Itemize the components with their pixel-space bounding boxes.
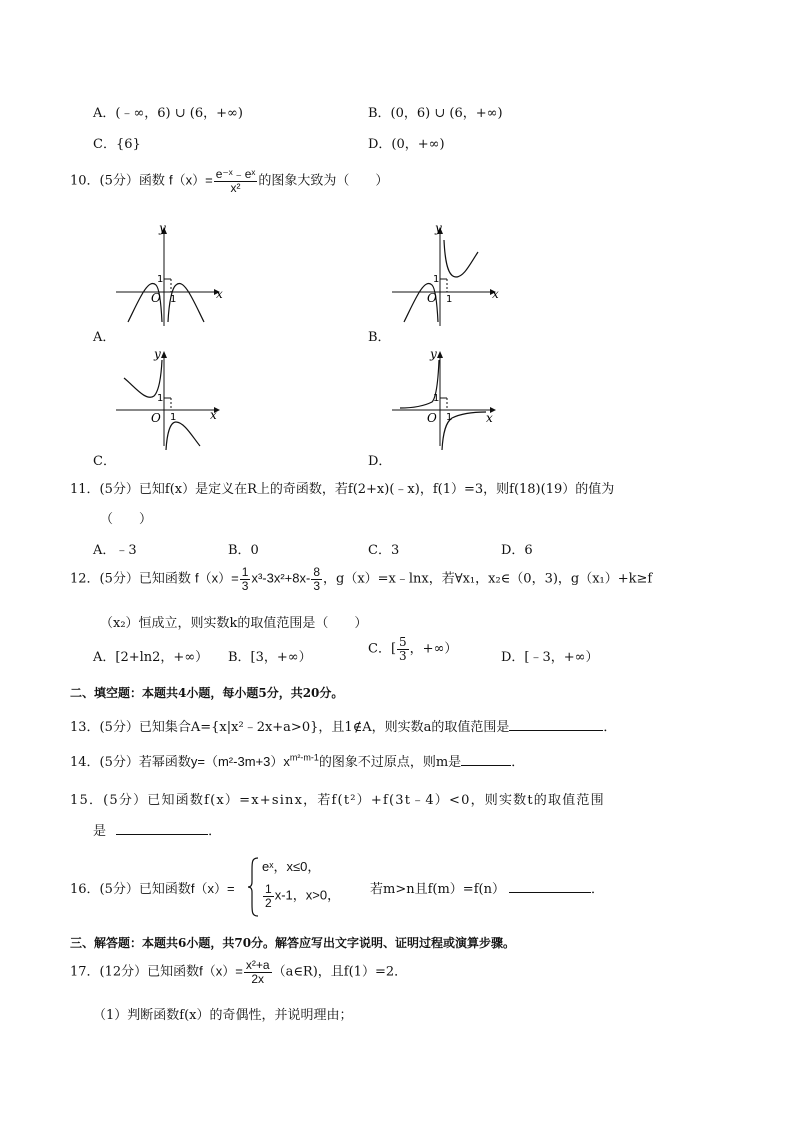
q11-line1: 11．(5分）已知f(x）是定义在R上的奇函数，若f(2+x)(﹣x)，f(1）=3，则f(18)(19）的值为 xyxy=(70,482,615,497)
q12-rest: ，g（x）=x﹣lnx，若∀x₁，x₂∈（0，3)，g（x₁）+k≥f xyxy=(323,571,653,587)
graph-a-y-label: y xyxy=(159,222,166,235)
q16-case2-den: 2 xyxy=(265,895,272,910)
q15-end: ． xyxy=(208,824,222,839)
q13-end: ． xyxy=(603,720,617,735)
q16-answer-blank[interactable] xyxy=(509,880,591,893)
graph-b-y-label: y xyxy=(435,222,442,235)
q14-end: ． xyxy=(511,755,525,770)
graph-a-tick-x: 1 xyxy=(170,294,177,305)
q16-case-2 xyxy=(262,883,340,909)
graph-c-origin: O xyxy=(151,411,161,425)
graph-a-tick-y: 1 xyxy=(157,274,164,285)
graph-b-tick-y: 1 xyxy=(433,274,440,285)
graph-b-origin: O xyxy=(427,291,437,305)
q17-part-1: （1）判断函数f(x）的奇偶性，并说明理由； xyxy=(93,1008,353,1023)
q12-frac2-num: 8 xyxy=(313,565,320,579)
graph-c-tick-x: 1 xyxy=(170,412,177,423)
q10-fraction xyxy=(214,168,258,194)
q11-option-d: D．6 xyxy=(501,543,533,558)
q16-prefix xyxy=(70,878,235,897)
q12-option-c-post: ，+∞） xyxy=(409,641,458,657)
q17-fraction xyxy=(244,959,272,985)
q15-answer-blank[interactable] xyxy=(116,822,208,835)
graph-c-label: C． xyxy=(93,454,116,469)
q17-post: （a∈R)，且f(1）=2． xyxy=(272,964,408,980)
q16-fx: f（x）= xyxy=(190,881,235,896)
q10-denominator: x² xyxy=(230,180,241,195)
q9-option-b: B．(0，6) ∪ (6，+∞) xyxy=(368,106,503,121)
graph-a-x-label: x xyxy=(216,287,223,301)
q12-poly: x³-3x²+8x- xyxy=(251,570,311,586)
q11-option-c: C．3 xyxy=(368,543,400,558)
q10-prefix: 10．(5分）函数 xyxy=(70,173,165,189)
graph-d-x-label: x xyxy=(486,411,493,425)
q13-answer-blank[interactable] xyxy=(509,718,603,731)
q14-post: 的图象不过原点，则m是 xyxy=(318,755,462,770)
q13-text: 13．(5分）已知集合A={x|x²﹣2x+a>0}，且1∉A，则实数a的取值范围是 xyxy=(70,720,510,735)
graph-d-y-label: y xyxy=(430,347,437,361)
q12-frac2-den: 3 xyxy=(313,578,320,593)
graph-c-tick-y: 1 xyxy=(157,393,164,404)
q11-line2: （ ） xyxy=(100,512,153,527)
graph-d-label: D． xyxy=(368,454,392,469)
q17-pre: 17．(12分）已知函数 xyxy=(70,964,200,980)
q14-pre: 14．(5分）若幂函数 xyxy=(70,755,191,770)
q12-frac1-num: 1 xyxy=(241,565,249,579)
q15-line2 xyxy=(93,820,221,839)
graph-b-x-label: x xyxy=(492,287,499,301)
q12-option-c-num: 5 xyxy=(399,635,407,649)
graph-d-tick-y: 1 xyxy=(433,393,440,404)
q12-fx: f（x）= xyxy=(195,570,239,586)
graph-d-origin: O xyxy=(427,411,437,425)
q12-option-c-fraction xyxy=(397,636,409,662)
q12-option-c-den: 3 xyxy=(399,648,407,663)
question-10 xyxy=(70,168,388,194)
graph-b xyxy=(386,222,506,332)
graph-a xyxy=(110,222,230,332)
q17-fx: f（x）= xyxy=(199,963,243,979)
q12-option-c xyxy=(368,636,457,662)
graph-c-x-label: x xyxy=(210,408,217,422)
graph-b-tick-x: 1 xyxy=(446,294,453,305)
q16-post: 若m>n且f(m）=f(n） xyxy=(370,882,505,897)
q17-numerator: x²+a xyxy=(245,958,270,972)
q16-case2-fraction xyxy=(263,883,274,909)
q16-pre: 16．(5分）已知函数 xyxy=(70,882,191,897)
graph-d xyxy=(386,346,506,456)
q12-option-a: A．[2+ln2，+∞） xyxy=(93,650,209,665)
q11-option-b: B．0 xyxy=(228,543,259,558)
q12-option-c-pre: C．[ xyxy=(368,641,397,657)
q16-case-1: eˣ，x≤0， xyxy=(262,859,321,874)
q16-brace xyxy=(246,856,260,922)
q12-line2: （x₂）恒成立，则实数k的取值范围是（ ） xyxy=(100,616,368,631)
question-14 xyxy=(70,751,524,770)
q16-condition xyxy=(370,878,604,897)
q10-suffix: 的图象大致为（ ） xyxy=(258,173,389,189)
question-12 xyxy=(70,566,652,592)
graph-c-y-label: y xyxy=(154,347,161,361)
q9-option-a: A．(﹣∞，6) ∪ (6，+∞) xyxy=(93,106,243,121)
q12-option-d: D．[﹣3，+∞） xyxy=(501,650,599,665)
q10-fx: f（x）= xyxy=(169,172,213,188)
q9-option-c: C．{6} xyxy=(93,137,141,152)
q9-option-d: D．(0，+∞) xyxy=(368,137,445,152)
question-17 xyxy=(70,959,407,985)
graph-a-origin: O xyxy=(151,291,161,305)
graph-d-tick-x: 1 xyxy=(446,412,453,423)
q14-expr: y=（m²-3m+3）x xyxy=(190,754,290,769)
q12-frac1-den: 3 xyxy=(241,578,249,593)
q15-prefix: 是 xyxy=(93,824,107,839)
q15-line1: 15．(5分）已知函数f(x）=x+sinx，若f(t²）+f(3t﹣4）<0，则实数t的取值范围 xyxy=(70,793,605,808)
q17-denominator: 2x xyxy=(251,971,265,986)
section-3-heading: 三、解答题：本题共6小题，共70分。解答应写出文字说明、证明过程或演算步骤。 xyxy=(70,936,516,950)
q16-case2-text: x-1，x>0， xyxy=(274,887,341,903)
q12-fraction-1 xyxy=(240,566,251,592)
q16-end: ． xyxy=(590,882,604,897)
graph-a-label: A． xyxy=(93,330,116,345)
q16-case2-num: 1 xyxy=(265,882,272,896)
graph-c xyxy=(110,346,230,456)
q11-option-a: A．﹣3 xyxy=(93,543,137,558)
graph-b-label: B． xyxy=(368,330,391,345)
q12-option-b: B．[3，+∞） xyxy=(228,650,312,665)
question-13 xyxy=(70,716,616,735)
q10-numerator: e⁻ˣ﹣eˣ xyxy=(215,167,256,181)
q12-fraction-2 xyxy=(311,566,322,592)
q12-prefix: 12．(5分）已知函数 xyxy=(70,571,191,587)
q14-exponent: m²-m-1 xyxy=(289,752,319,763)
q14-answer-blank[interactable] xyxy=(461,753,511,766)
section-2-heading: 二、填空题：本题共4小题，每小题5分，共20分。 xyxy=(70,686,344,700)
